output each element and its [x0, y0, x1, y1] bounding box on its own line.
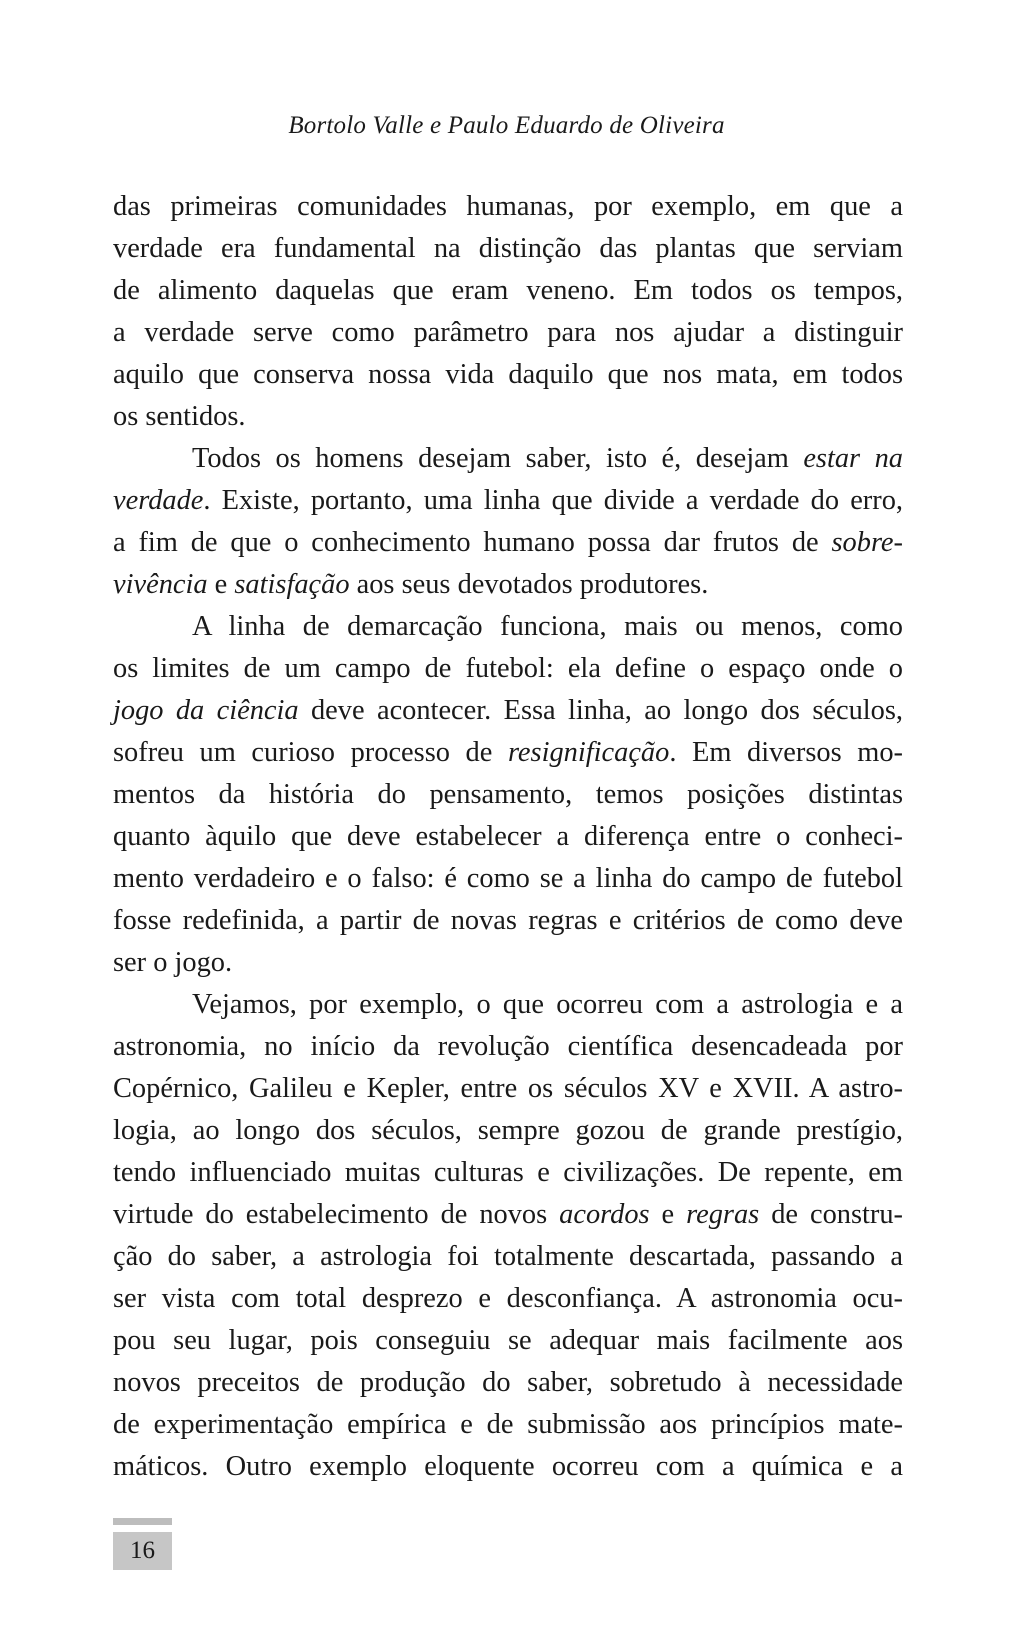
text-line: [113, 312, 903, 354]
line-text: Todos os homens desejam saber, isto é, desejam: [192, 443, 804, 474]
line-text: ser o jogo.: [113, 947, 233, 978]
line-text: aos seus devotados produtores.: [349, 569, 709, 600]
text-line: [113, 228, 903, 270]
text-line: [113, 606, 903, 648]
italic-term: verdade: [113, 485, 204, 516]
line-text: fosse redefinida, a partir de novas regras e critérios de como deve: [113, 905, 903, 936]
text-line: [113, 774, 903, 816]
line-text: e: [207, 569, 235, 600]
text-line: [113, 396, 903, 438]
text-line: [113, 900, 903, 942]
line-text: de experimentação empírica e de submissão aos princípios mate-: [113, 1409, 903, 1440]
line-text: aquilo que conserva nossa vida daquilo que nos mata, em todos: [113, 359, 903, 390]
text-line: [113, 480, 903, 522]
line-text: A linha de demarcação funciona, mais ou menos, como: [192, 611, 903, 642]
text-line: [113, 942, 903, 984]
running-header: Bortolo Valle e Paulo Eduardo de Oliveira: [288, 112, 725, 139]
italic-term: jogo da ciência: [113, 695, 299, 726]
line-text: e: [649, 1199, 687, 1230]
line-text: os limites de um campo de futebol: ela define o espaço onde o: [113, 653, 903, 684]
italic-term: regras: [686, 1199, 760, 1230]
body-text: [113, 186, 903, 1488]
line-text: máticos. Outro exemplo eloquente ocorreu com a química e a: [113, 1451, 903, 1482]
line-text: quanto àquilo que deve estabelecer a diferença entre o conheci-: [113, 821, 903, 852]
text-line: [113, 648, 903, 690]
text-line: [113, 1362, 903, 1404]
italic-term: resignificação: [507, 737, 670, 768]
line-text: . Em diversos mo-: [669, 737, 903, 768]
text-line: [113, 1110, 903, 1152]
text-line: [113, 522, 903, 564]
italic-term: estar na: [803, 443, 904, 474]
footer-rule: [113, 1518, 172, 1525]
line-text: mento verdadeiro e o falso: é como se a linha do campo de futebol: [113, 863, 903, 894]
text-line: [113, 270, 903, 312]
page-number: 16: [113, 1532, 172, 1570]
text-line: [113, 564, 903, 606]
line-text: os sentidos.: [113, 401, 246, 432]
text-line: [113, 858, 903, 900]
text-line: [113, 1404, 903, 1446]
text-line: [113, 1320, 903, 1362]
italic-term: acordos: [559, 1199, 650, 1230]
text-line: [113, 732, 903, 774]
text-line: [113, 690, 903, 732]
text-line: [113, 438, 903, 480]
text-line: [113, 984, 903, 1026]
line-text: a fim de que o conhecimento humano possa dar frutos de: [113, 527, 832, 558]
text-line: [113, 816, 903, 858]
text-line: [113, 1194, 903, 1236]
text-line: [113, 1446, 903, 1488]
line-text: deve acontecer. Essa linha, ao longo dos séculos,: [298, 695, 904, 726]
line-text: Copérnico, Galileu e Kepler, entre os séculos XV e XVII. A astro-: [113, 1073, 903, 1104]
text-line: [113, 1026, 903, 1068]
line-text: virtude do estabelecimento de novos: [113, 1199, 560, 1230]
italic-term: sobre-: [831, 527, 903, 558]
line-text: logia, ao longo dos séculos, sempre gozou de grande prestígio,: [113, 1115, 903, 1146]
text-line: [113, 186, 903, 228]
text-line: [113, 1152, 903, 1194]
line-text: ser vista com total desprezo e desconfiança. A astronomia ocu-: [113, 1283, 903, 1314]
line-text: Vejamos, por exemplo, o que ocorreu com a astrologia e a: [192, 989, 903, 1020]
line-text: mentos da história do pensamento, temos posições distintas: [113, 779, 903, 810]
line-text: astronomia, no início da revolução científica desencadeada por: [113, 1031, 903, 1062]
line-text: ção do saber, a astrologia foi totalmente descartada, passando a: [113, 1241, 903, 1272]
line-text: pou seu lugar, pois conseguiu se adequar mais facilmente aos: [113, 1325, 903, 1356]
line-text: a verdade serve como parâmetro para nos ajudar a distinguir: [113, 317, 903, 348]
line-text: verdade era fundamental na distinção das plantas que serviam: [113, 233, 903, 264]
italic-term: satisfação: [234, 569, 350, 600]
line-text: de alimento daquelas que eram veneno. Em todos os tempos,: [113, 275, 903, 306]
text-line: [113, 354, 903, 396]
text-line: [113, 1236, 903, 1278]
line-text: . Existe, portanto, uma linha que divide a verdade do erro,: [203, 485, 903, 516]
line-text: de constru-: [759, 1199, 903, 1230]
text-line: [113, 1068, 903, 1110]
italic-term: vivência: [113, 569, 208, 600]
line-text: das primeiras comunidades humanas, por exemplo, em que a: [113, 191, 903, 222]
line-text: sofreu um curioso processo de: [113, 737, 508, 768]
text-line: [113, 1278, 903, 1320]
line-text: novos preceitos de produção do saber, sobretudo à necessidade: [113, 1367, 903, 1398]
line-text: tendo influenciado muitas culturas e civilizações. De repente, em: [113, 1157, 903, 1188]
